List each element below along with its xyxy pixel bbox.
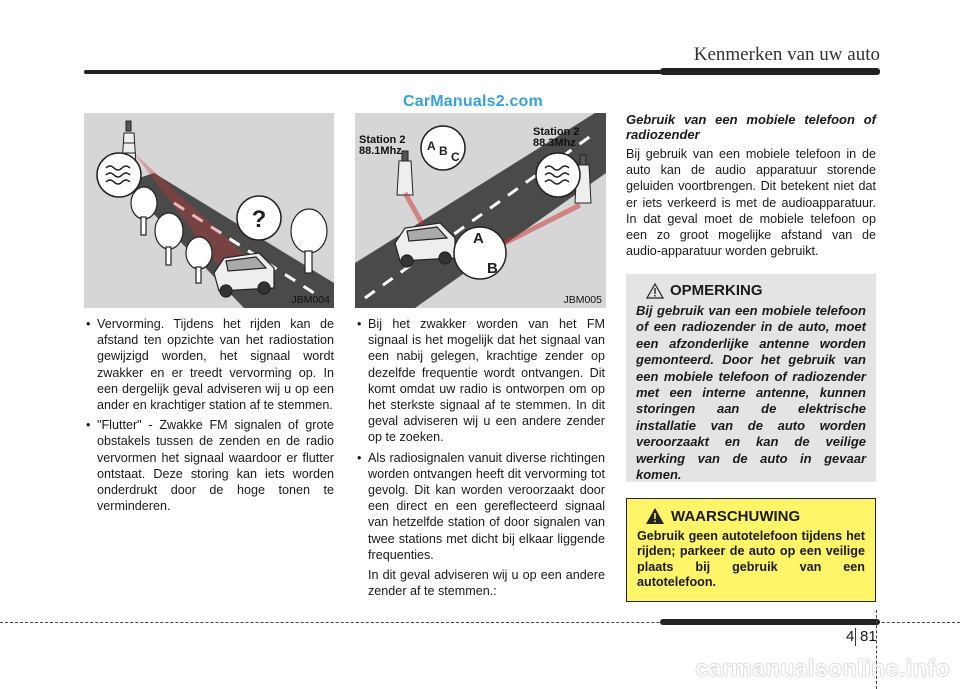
warning-header	[645, 507, 865, 525]
letter-c: C	[451, 150, 460, 164]
figure-multipath	[355, 113, 606, 308]
page-number: 81	[860, 628, 877, 645]
station-left-name: Station 2	[359, 134, 406, 146]
list-item: • "Flutter" - Zwakke FM signalen of grote obstakels tussen de zenden en de radio vervormen het signaal waardoor er flutter ontstaat. Deze storing kan iets worden onderdrukt door de hoge tonen te verminderen.	[84, 417, 334, 514]
watermark-bottom: carmanualsonline.info	[695, 655, 950, 681]
caution-triangle-icon	[646, 283, 664, 299]
page-header-title: Kenmerken van uw auto	[693, 44, 880, 65]
section-title: Gebruik van een mobiele telefoon of radiozender	[626, 112, 876, 142]
letter-a: A	[427, 139, 436, 153]
station-left-freq: 88.1Mhz	[359, 145, 402, 157]
figure-distortion	[84, 113, 334, 308]
followup-paragraph: In dit geval adviseren wij u op een andere zender af te stemmen.:	[368, 568, 605, 599]
header-rule-accent	[660, 68, 880, 75]
page-separator	[855, 628, 856, 646]
watermark-top: CarManuals2.com	[403, 93, 543, 110]
list-item: • Als radiosignalen vanuit diverse richtingen worden ontvangen heeft dit vervorming tot gevolg. Dit kan worden veroorzaakt door een direct en een gereflecteerd signaal van hetzelfde station of door signalen van twee stations met dicht bij elkaar liggende frequenties.	[355, 450, 605, 563]
figure-code: JBM005	[563, 294, 602, 306]
list-item: • Vervorming. Tijdens het rijden kan de afstand ten opzichte van het radiostation gewijzigd worden, het signaal wordt zwakker en er treedt vervorming op. In een dergelijk geval adviseren wij u op een ander en krachtiger station af te stemmen.	[84, 316, 334, 413]
illustration-multipath	[355, 113, 606, 308]
bullet-list	[355, 316, 605, 563]
letter-b-large: B	[487, 260, 498, 277]
column-2	[355, 316, 605, 599]
notice-header	[646, 282, 866, 299]
column-3	[626, 112, 876, 259]
figure-code: JBM004	[291, 294, 330, 306]
question-mark-icon: ?	[251, 206, 267, 233]
notice-box	[626, 274, 876, 482]
warning-triangle-icon	[645, 507, 665, 525]
station-right-freq: 88.3Mhz	[533, 137, 576, 149]
letter-b: B	[439, 144, 448, 158]
column-1	[84, 316, 334, 518]
warning-box	[626, 498, 876, 602]
bullet-list	[84, 316, 334, 514]
notice-title: OPMERKING	[670, 282, 763, 299]
station-right-name: Station 2	[533, 126, 580, 138]
warning-title: WAARSCHUWING	[671, 507, 801, 525]
warning-body: Gebruik geen autotelefoon tijdens het rijden; parkeer de auto op een veilige plaats bij gebruik van een autotelefoon.	[637, 529, 865, 590]
list-item: • Bij het zwakker worden van het FM signaal is het mogelijk dat het signaal van een nabij gelegen, krachtige zender op dezelfde frequentie wordt ontvangen. Dit komt omdat uw radio is ontworpen om op het sterkste signaal af te stemmen. In dit geval adviseren wij u een andere zender op te zoeken.	[355, 316, 605, 446]
section-body: Bij gebruik van een mobiele telefoon in de auto kan de audio apparatuur storende geluiden voortbrengen. Dit betekent niet dat er iets verkeerd is met de audioapparatuur. In dat geval moet de mobiele telefoon op een zo groot mogelijke afstand van de audio-apparatuur worden gebruikt.	[626, 147, 876, 259]
letter-a-large: A	[473, 230, 484, 247]
illustration-distortion	[84, 113, 334, 308]
chapter-number: 4	[846, 628, 855, 645]
notice-body: Bij gebruik van een mobiele telefoon of een radiozender in de auto, moet een afzonderlijke antenne worden gemonteerd. Door het gebruik van een mobiele telefoon of radiozender met een interne antenne, kunnen storingen aan de elektrische installatie van de auto worden veroorzaakt en kan de veilige werking van de auto in gevaar komen.	[636, 303, 866, 483]
footer-rule	[660, 619, 880, 625]
